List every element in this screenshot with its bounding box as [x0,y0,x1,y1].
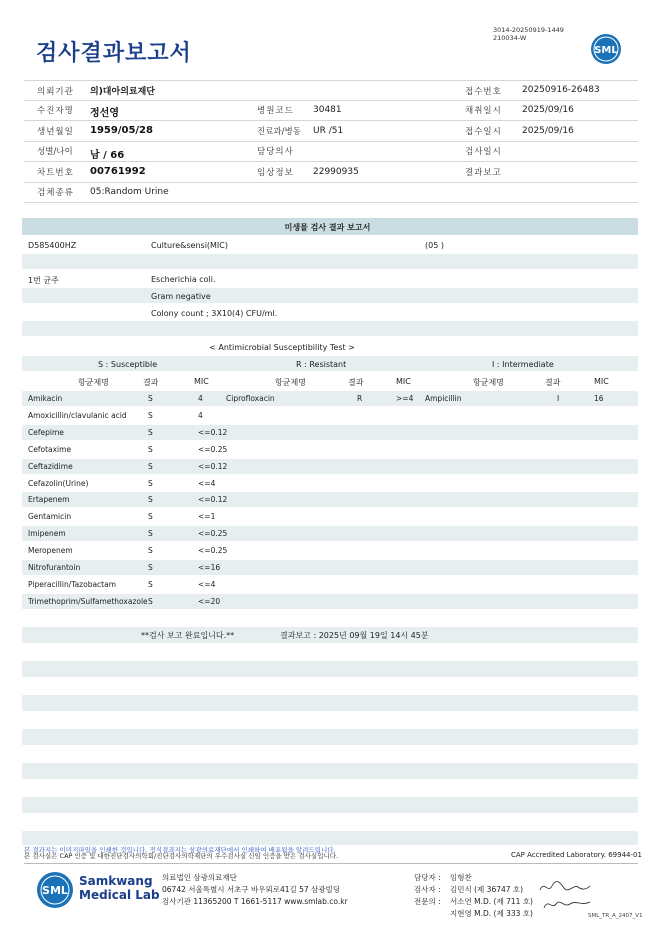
ast-result: S [148,444,153,454]
ast-result: S [148,563,153,572]
ast-result: S [148,410,153,420]
test-date-label: 검사일시 [465,147,502,157]
ast-mic: <=0.12 [198,427,228,437]
completion-message: **검사 보고 완료입니다.** [141,631,235,640]
footer-contact: 검사기관 11365200 T 1661-5117 www.smlab.co.kr [162,897,348,906]
manager-label: 담당자 : [414,873,441,882]
col-header-result-3: 결과 [545,378,561,387]
document-id [493,26,564,42]
collection-date-value: 2025/09/16 [522,105,574,115]
col-header-drug-3: 항균제명 [473,378,504,387]
receipt-date-label: 접수일시 [465,127,502,137]
footer-address-block [162,872,348,908]
col-header-result: 결과 [143,378,159,387]
patient-name-value: 정선영 [90,108,119,119]
ast-result: S [148,529,153,539]
ast-mic: <=0.12 [198,495,228,505]
ast-drug-3: Ampicillin [425,394,462,403]
accreditation-notice: 본 검사실은 CAP 인증 및 대한진단검사의학회/진단검사의학재단의 우수검사실 신임 인증을 받은 검사실입니다. [24,852,339,860]
ast-drug: Meropenem [28,546,73,556]
hospital-code-label: 병원코드 [257,106,294,116]
gram-stain: Gram negative [151,292,211,301]
tester-name: 김민식 (제 36747 호) [450,885,524,894]
ast-mic: <=1 [198,512,216,522]
birth-label: 생년월일 [37,127,74,137]
document-id-line2: 210034-W [493,34,527,42]
ast-result: S [148,427,153,437]
ast-drug: Ertapenem [28,495,70,505]
col-header-drug: 항균제명 [78,378,109,387]
ast-drug: Cefotaxime [28,444,72,454]
col-header-mic: MIC [194,377,209,386]
col-header-result-2: 결과 [348,378,364,387]
form-code: SML_TR_A_2407_V1 [588,913,643,919]
requesting-org-value: 의)대아의료재단 [90,87,155,97]
hospital-code-value: 30481 [313,105,342,115]
report-time: 결과보고 : 2025년 09월 19일 14시 45분 [280,631,429,640]
ast-drug: Amoxicillin/clavulanic acid [28,410,127,420]
footer-address: 06742 서울특별시 서초구 바우뫼로41길 57 삼광빌딩 [162,885,341,894]
ast-result: S [148,579,153,589]
ast-drug: Cefazolin(Urine) [28,478,89,488]
requesting-org-label: 의뢰기관 [37,87,74,97]
receipt-no-value: 20250916-26483 [522,85,600,95]
ast-mic-2: >=4 [396,394,414,403]
footer-brand [79,874,160,902]
clinical-value: 22990935 [313,167,359,177]
ast-drug: Cefepime [28,427,64,437]
ast-mic: <=0.25 [198,529,228,539]
legend-susceptible: S : Susceptible [98,360,158,369]
ast-drug: Piperacillin/Tazobactam [28,579,117,589]
colony-count: Colony count ; 3X10(4) CFU/ml. [151,309,278,318]
test-name: Culture&sensi(MIC) [151,241,228,250]
staff-labels [414,872,441,908]
footer-brand-line1: Samkwang [79,874,153,888]
chart-no-label: 차트번호 [37,168,74,178]
ast-result-2: R [357,394,363,403]
ast-drug: Gentamicin [28,512,72,522]
ast-mic: <=0.25 [198,444,228,454]
col-header-mic-3: MIC [594,377,609,386]
sml-logo-text: SML [594,45,618,56]
doctor-label: 담당의사 [257,147,294,157]
ast-mic: <=0.12 [198,461,228,471]
organism-name: Escherichia coli. [151,275,216,284]
col-header-mic-2: MIC [396,377,411,386]
dept-label: 진료과/병동 [257,127,301,137]
test-number: (05 ) [425,241,444,250]
test-code: D585400HZ [28,241,77,250]
sml-logo [590,33,622,65]
ast-drug: Trimethoprim/Sulfamethoxazole [28,596,148,606]
dept-value: UR /51 [313,126,344,136]
ast-mic: <=4 [198,579,216,589]
ast-drug: Imipenem [28,529,66,539]
footer-brand-line2: Medical Lab [79,888,160,902]
specimen-value: 05:Random Urine [90,187,169,197]
ast-mic: <=16 [198,563,221,572]
ast-result: S [148,394,153,403]
print-notice: 본 결과지는 이미지파일을 인쇄한 것입니다. 정식결과지는 삼광의료재단에서 인쇄하여 배포됨을 알려드립니다. [24,846,336,854]
ast-mic-3: 16 [594,394,604,403]
ast-result: S [148,512,153,522]
ast-drug: Amikacin [28,394,63,403]
ast-result: S [148,495,153,505]
ast-result: S [148,478,153,488]
receipt-no-label: 접수번호 [465,87,502,97]
footer-sml-logo-text: SML [42,884,68,897]
manager-name: 임형찬 [450,873,472,882]
result-report-label: 결과보고 [465,168,502,178]
ast-mic: 4 [198,410,203,420]
micro-section-title: 미생물 검사 결과 보고서 [284,223,371,232]
specialist-name-2: 지현영 M.D. (제 333 호) [450,909,533,918]
report-title: 검사결과보고서 [36,41,192,66]
ast-mic: <=0.25 [198,546,228,556]
sex-age-label: 성별/나이 [37,147,73,157]
footer-org-name: 의료법인 삼광의료재단 [162,873,237,882]
clinical-label: 임상정보 [257,168,294,178]
ast-result: S [148,596,153,606]
specialist-name-1: 서소연 M.D. (제 711 호) [450,897,533,906]
ast-result: S [148,546,153,556]
chart-no-value: 00761992 [90,166,146,177]
signature-images [538,878,593,914]
ast-mic: <=4 [198,478,216,488]
organism-label: 1번 균주 [28,276,59,285]
receipt-date-value: 2025/09/16 [522,126,574,136]
specimen-label: 검체종류 [37,188,74,198]
footer-sml-logo [36,871,74,909]
ast-mic: 4 [198,394,203,403]
staff-values [450,872,533,920]
ast-drug-2: Ciprofloxacin [226,394,275,403]
collection-date-label: 채취일시 [465,106,502,116]
cap-accreditation: CAP Accredited Laboratory. 69944-01 [511,851,642,859]
document-id-line1: 3014-20250919-1449 [493,26,564,34]
ast-result: S [148,461,153,471]
tester-label: 검사자 : [414,885,441,894]
ast-drug: Nitrofurantoin [28,563,81,572]
sex-age-value: 남 / 66 [90,150,125,161]
col-header-drug-2: 항균제명 [275,378,306,387]
legend-intermediate: I : Intermediate [492,360,554,369]
birth-value: 1959/05/28 [90,125,153,136]
legend-resistant: R : Resistant [296,360,347,369]
ast-title: < Antimicrobial Susceptibility Test > [209,343,355,352]
ast-drug: Ceftazidime [28,461,73,471]
specialist-label: 전문의 : [414,897,441,906]
ast-result-3: I [557,394,560,403]
ast-mic: <=20 [198,596,221,606]
patient-name-label: 수진자명 [37,106,74,116]
